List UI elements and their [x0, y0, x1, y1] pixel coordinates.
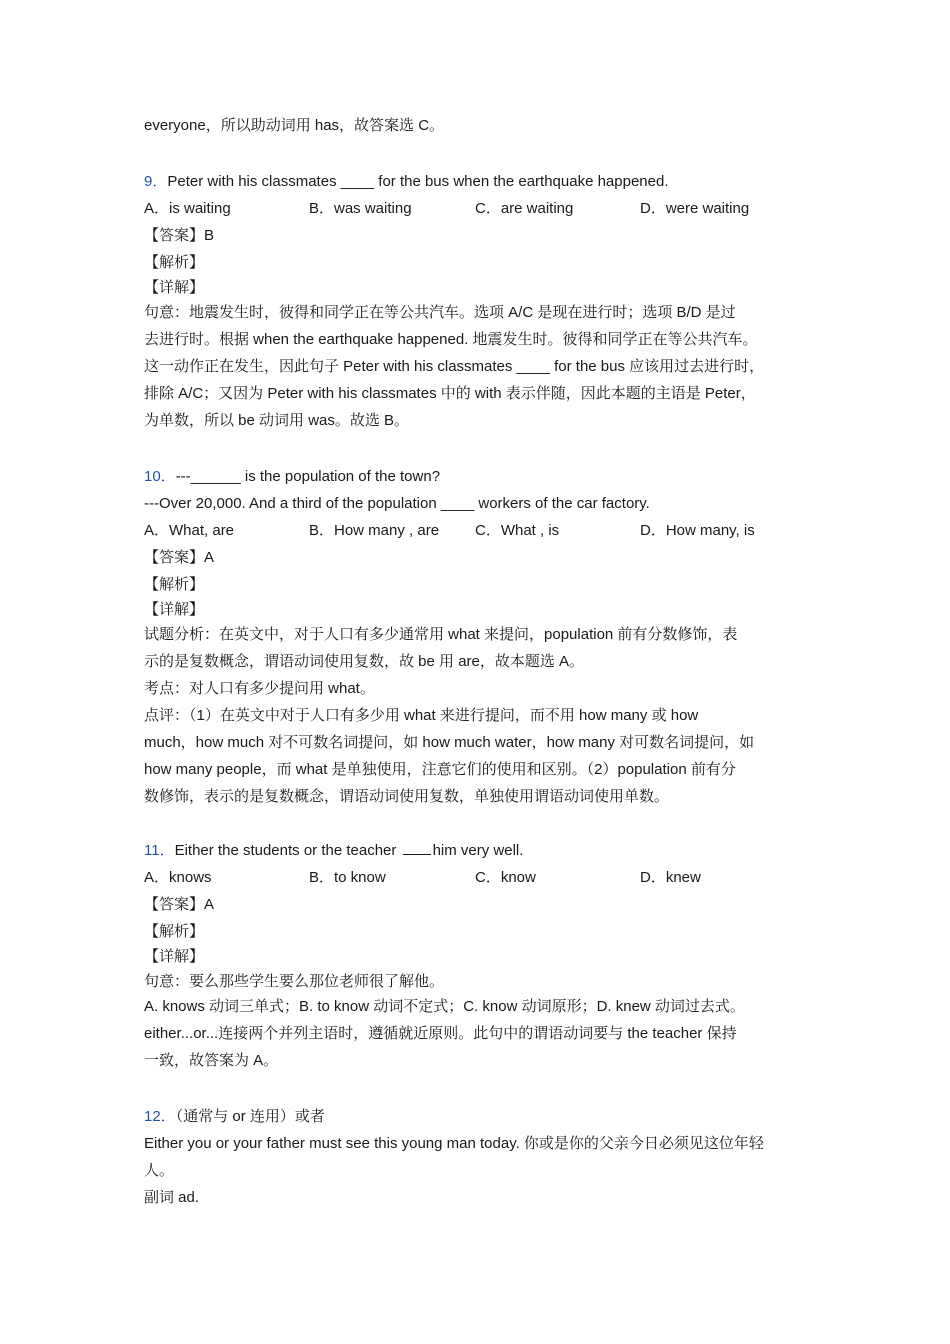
- option-d: D．knew: [640, 869, 701, 886]
- question-text-line2: ---Over 20,000. And a third of the population ____ workers of the car factory.: [144, 495, 650, 512]
- explanation-line: 点评：（1）在英文中对于人口有多少用 what 来进行提问，而不用 how many 或 how: [144, 707, 699, 724]
- explanation-line: A. knows 动词三单式；B. to know 动词不定式；C. know 动词原形；D. knew 动词过去式。: [144, 998, 745, 1015]
- option-c: C．What , is: [475, 522, 560, 539]
- answer-label: 【答案】B: [144, 227, 215, 244]
- answer-label: 【答案】A: [144, 549, 215, 566]
- question-text: Either the students or the teacher: [174, 842, 397, 859]
- question-number: 10．: [144, 468, 176, 485]
- explanation-line: 句意：要么那些学生要么那位老师很了解他。: [144, 973, 445, 990]
- option-b: B．was waiting: [309, 200, 412, 217]
- option-a: A．is waiting: [144, 200, 231, 217]
- question-9: [144, 172, 669, 192]
- analysis-label: 【解析】: [144, 254, 205, 271]
- analysis-label: 【解析】: [144, 923, 205, 940]
- detail-label: 【详解】: [144, 948, 205, 965]
- explanation-line: 去进行时。根据 when the earthquake happened. 地震发生时。彼得和同学正在等公共汽车。: [144, 331, 758, 348]
- detail-label: 【详解】: [144, 279, 205, 296]
- option-b: B．to know: [309, 869, 386, 886]
- detail-label: 【详解】: [144, 601, 205, 618]
- explanation-line: 一致，故答案为 A。: [144, 1052, 279, 1069]
- question-10: [144, 467, 440, 487]
- explanation-line: how many people，而 what 是单独使用，注意它们的使用和区别。（2）population 前有分: [144, 761, 736, 778]
- question-heading: （通常与 or 连用）或者: [175, 1108, 325, 1125]
- option-a: A．What, are: [144, 522, 235, 539]
- explanation-line: 数修饰，表示的是复数概念，谓语动词使用复数，单独使用谓语动词使用单数。: [144, 788, 670, 805]
- option-c: C．know: [475, 869, 536, 886]
- example-line: 副词 ad.: [144, 1189, 200, 1206]
- option-d: D．were waiting: [640, 200, 750, 217]
- question-12: [144, 1107, 325, 1127]
- explanation-line: 这一动作正在发生，因此句子 Peter with his classmates ____ for the bus 应该用过去进行时，: [144, 358, 765, 375]
- explanation-line: 句意：地震发生时，彼得和同学正在等公共汽车。选项 A/C 是现在进行时；选项 B/D 是过: [144, 304, 736, 321]
- explanation-line: 示的是复数概念，谓语动词使用复数，故 be 用 are，故本题选 A。: [144, 653, 585, 670]
- explanation-line: 为单数，所以 be 动词用 was。故选 B。: [144, 412, 410, 429]
- answer-blank: [403, 842, 431, 855]
- option-b: B．How many , are: [309, 522, 440, 539]
- question-text: ---______ is the population of the town?: [175, 468, 441, 485]
- option-c: C．are waiting: [475, 200, 574, 217]
- explanation-line: 考点：对人口有多少提问用 what。: [144, 680, 375, 697]
- example-line: Either you or your father must see this young man today. 你或是你的父亲今日必须见这位年轻: [144, 1135, 764, 1152]
- explanation-line: either...or...连接两个并列主语时，遵循就近原则。此句中的谓语动词要与 the teacher 保持: [144, 1025, 737, 1042]
- analysis-label: 【解析】: [144, 576, 205, 593]
- option-a: A．knows: [144, 869, 212, 886]
- option-d: D．How many, is: [640, 522, 755, 539]
- answer-label: 【答案】A: [144, 896, 215, 913]
- question-text-end: him very well.: [432, 842, 524, 859]
- question-text: Peter with his classmates ____ for the bus when the earthquake happened.: [167, 173, 669, 190]
- question-number: 9．: [144, 173, 168, 190]
- explanation-line: much，how much 对不可数名词提问，如 how much water，how many 对可数名词提问，如: [144, 734, 755, 751]
- explanation-line: 排除 A/C；又因为 Peter with his classmates 中的 with 表示伴随，因此本题的主语是 Peter，: [144, 385, 756, 402]
- question-11: [144, 841, 523, 861]
- explanation-line: 试题分析：在英文中，对于人口有多少通常用 what 来提问，population 前有分数修饰，表: [144, 626, 738, 643]
- intro-line: everyone，所以助动词用 has，故答案选 C。: [144, 117, 445, 134]
- question-number: 12．: [144, 1108, 176, 1125]
- example-line: 人。: [144, 1162, 175, 1179]
- question-number: 11．: [144, 842, 175, 859]
